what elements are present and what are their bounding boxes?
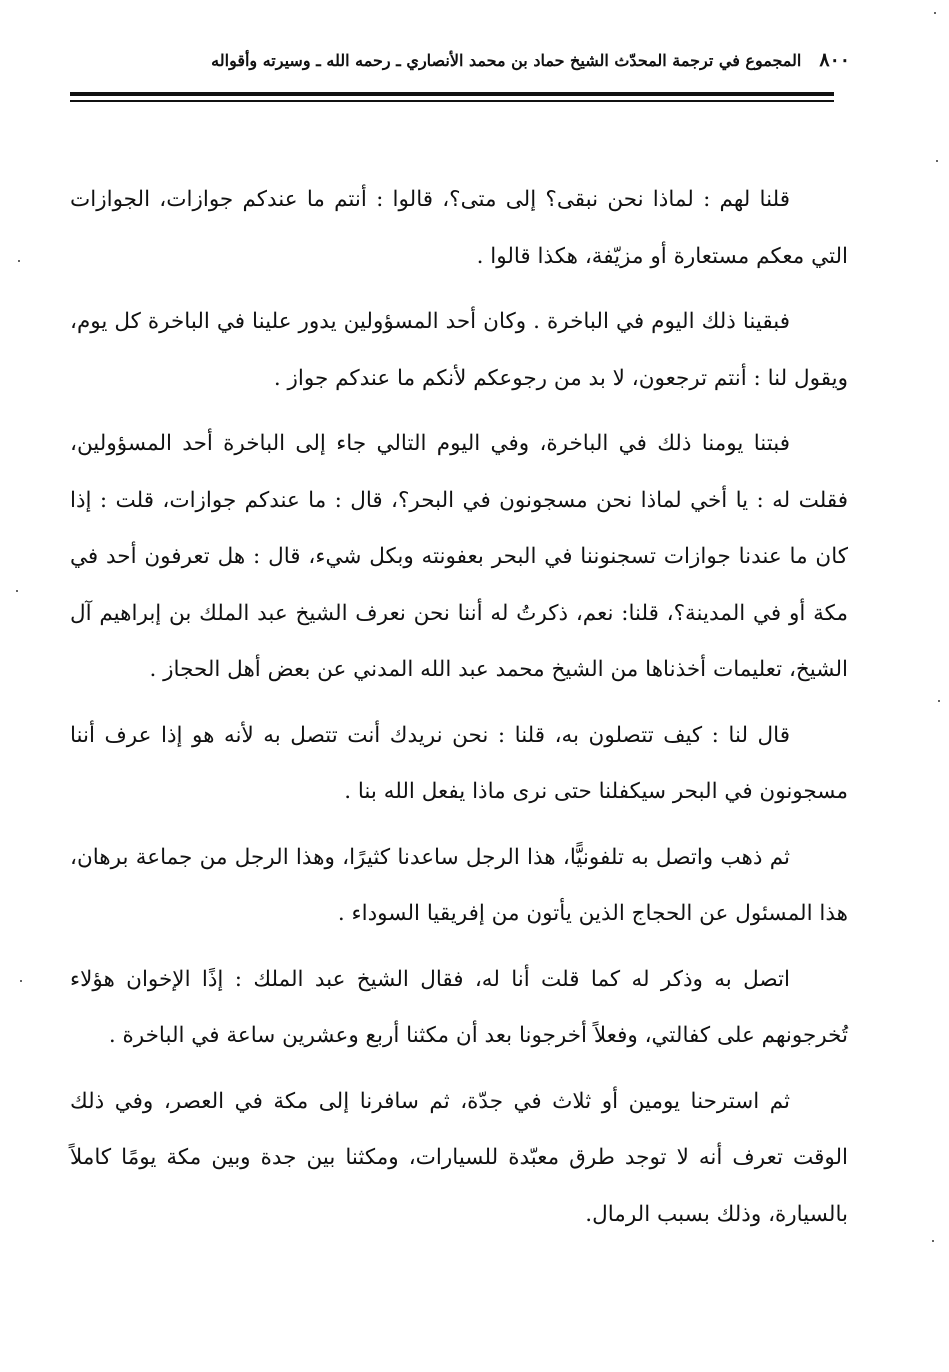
scan-speck — [18, 260, 20, 262]
paragraph-5: ثم ذهب واتصل به تلفونيًّا، هذا الرجل ساعدنا كثيرًا، وهذا الرجل من جماعة برهان، هذا المسئول عن الحجاج الذين يأتون من إفريقيا السوداء . — [70, 844, 848, 926]
paragraph-7: ثم استرحنا يومين أو ثلاث في جدّة، ثم سافرنا إلى مكة في العصر، وفي ذلك الوقت تعرف أنه لا توجد طرق معبّدة للسيارات، ومكثنا بين جدة وبين مكة يومًا كاملاً بالسيارة، وذلك بسبب الرمال. — [70, 1088, 848, 1227]
paragraph-1: قلنا لهم : لماذا نحن نبقى؟ إلى متى؟، قالوا : أنتم ما عندكم جوازات، الجوازات التي معكم مستعارة أو مزيّفة، هكذا قالوا . — [70, 187, 848, 269]
body-text — [70, 172, 848, 1252]
scan-speck — [934, 12, 936, 14]
paragraph-3: فبتنا يومنا ذلك في الباخرة، وفي اليوم التالي جاء إلى الباخرة أحد المسؤولين، فقلت له : يا أخي لماذا نحن مسجونون في البحر؟، قال : ما عندكم جوازات، قلت : إذا كان ما عندنا جوازات تسجنوننا في البحر بعفونته وبكل شيء، قال : هل تعرفون أحد في مكة أو في المدينة؟، قلنا: نعم، ذكرتُ له أننا نحن نعرف الشيخ عبد الملك بن إبراهيم آل الشيخ، تعليمات أخذناها من الشيخ محمد عبد الله المدني عن بعض أهل الحجاز . — [70, 431, 848, 682]
scan-speck — [932, 1240, 934, 1242]
scan-speck — [938, 700, 940, 702]
page-number: ٨٠٠ — [819, 49, 850, 71]
running-title: المجموع في ترجمة المحدّث الشيخ حماد بن محمد الأنصاري ـ رحمه الله ـ وسيرته وأقواله — [211, 50, 802, 70]
header-rule-thick — [70, 92, 834, 96]
running-header — [70, 42, 850, 78]
scan-speck — [936, 160, 938, 162]
paragraph-4: قال لنا : كيف تتصلون به، قلنا : نحن نريدك أنت تتصل به لأنه هو إذا عرف أننا مسجونون في البحر سيكفلنا حتى نرى ماذا يفعل الله بنا . — [70, 722, 848, 804]
paragraph-2: فبقينا ذلك اليوم في الباخرة . وكان أحد المسؤولين يدور علينا في الباخرة كل يوم، ويقول لنا : أنتم ترجعون، لا بد من رجوعكم لأنكم ما عندكم جواز . — [70, 309, 848, 391]
scan-speck — [16, 590, 18, 592]
paragraph-6: اتصل به وذكر له كما قلت أنا له، فقال الشيخ عبد الملك : إذًا الإخوان هؤلاء تُخرجونهم على كفالتي، وفعلاً أخرجونا بعد أن مكثنا أربع وعشرين ساعة في الباخرة . — [70, 966, 848, 1048]
header-rule-thin — [70, 100, 834, 102]
scan-speck — [20, 980, 22, 982]
